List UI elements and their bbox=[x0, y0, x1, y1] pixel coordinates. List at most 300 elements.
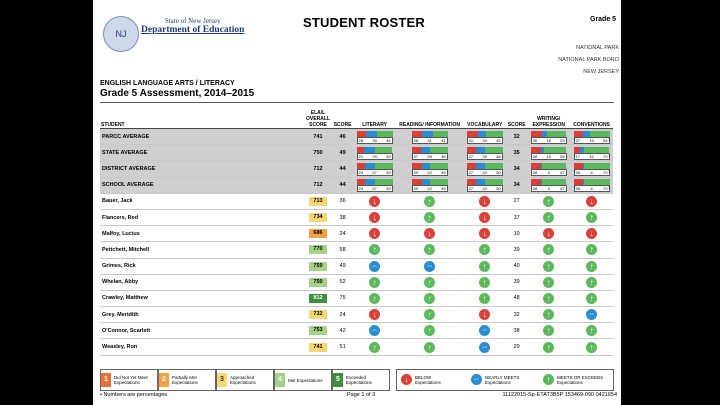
distribution-segment bbox=[476, 147, 485, 153]
distribution-value: 10 bbox=[546, 153, 551, 159]
arrow-down-icon: ↓ bbox=[369, 309, 380, 320]
distribution-value: 21 bbox=[358, 153, 364, 159]
row-name bbox=[100, 177, 304, 193]
literary bbox=[353, 209, 396, 225]
distribution-value: 50 bbox=[496, 186, 501, 192]
row-name-value: DISTRICT AVERAGE bbox=[102, 165, 156, 172]
score-value: 46 bbox=[339, 133, 346, 140]
distribution-bar bbox=[467, 163, 503, 175]
score2 bbox=[506, 161, 527, 177]
overall-score bbox=[304, 177, 332, 193]
distribution-value: 70 bbox=[603, 153, 608, 159]
student-name-value: Grimes, Rick bbox=[102, 263, 136, 270]
row-name-value: STATE AVERAGE bbox=[102, 149, 148, 156]
expression bbox=[527, 242, 570, 258]
score2-value: 40 bbox=[513, 263, 520, 270]
distribution-segment bbox=[485, 179, 503, 185]
col-student: STUDENT bbox=[100, 108, 304, 129]
legend-level-label: Exceeded Expectations bbox=[346, 375, 372, 385]
distribution-bar bbox=[574, 147, 610, 159]
distribution-bar bbox=[412, 147, 448, 159]
distribution-value: 27 bbox=[468, 153, 474, 159]
legend-level-label: Approached Expectations bbox=[230, 375, 256, 385]
conventions bbox=[570, 161, 613, 177]
arrow-up-icon: ↑ bbox=[586, 244, 597, 255]
distribution-bar bbox=[412, 163, 448, 175]
arrow-up-icon: ↑ bbox=[424, 212, 435, 223]
conventions bbox=[570, 209, 613, 225]
literary bbox=[353, 242, 396, 258]
near-icon: ⇔ bbox=[588, 311, 596, 319]
score2-value: 39 bbox=[513, 279, 520, 286]
information bbox=[396, 242, 463, 258]
overall-score bbox=[304, 307, 332, 323]
arrow-up-icon: ↑ bbox=[543, 309, 554, 320]
score bbox=[332, 145, 353, 161]
distribution-segment bbox=[467, 163, 477, 169]
literary bbox=[353, 339, 396, 355]
information bbox=[396, 307, 463, 323]
arrow-up-icon: ↑ bbox=[543, 342, 554, 353]
expression bbox=[527, 290, 570, 306]
distribution-value: 27 bbox=[372, 186, 377, 192]
score bbox=[332, 258, 353, 274]
distribution-segment bbox=[476, 163, 484, 169]
distribution-segment bbox=[430, 179, 448, 185]
distribution-value: 67 bbox=[560, 186, 565, 192]
arrow-up-icon: ↑ bbox=[424, 196, 435, 207]
score-value: 38 bbox=[339, 214, 346, 221]
distribution-value: 45 bbox=[496, 137, 501, 143]
literary bbox=[353, 161, 396, 177]
student-name-value: Flancers, Red bbox=[102, 214, 139, 221]
table-row bbox=[100, 290, 613, 306]
score2-value: 38 bbox=[513, 327, 520, 334]
literary bbox=[353, 307, 396, 323]
distribution-segment bbox=[377, 131, 393, 137]
score2 bbox=[506, 274, 527, 290]
distribution-segment bbox=[365, 179, 375, 185]
table-row bbox=[100, 226, 613, 242]
arrow-down-icon: ↓ bbox=[479, 196, 490, 207]
assessment-heading: Grade 5 Assessment, 2014–2015 bbox=[100, 88, 255, 99]
arrow-down-icon: ↓ bbox=[479, 309, 490, 320]
conventions bbox=[570, 307, 613, 323]
score2 bbox=[506, 290, 527, 306]
distribution-value: 19 bbox=[589, 137, 594, 143]
subject-heading: ENGLISH LANGUAGE ARTS / LITERACY bbox=[100, 80, 235, 87]
state-name: NEW JERSEY bbox=[583, 69, 619, 75]
score-value: 52 bbox=[339, 279, 346, 286]
distribution-segment bbox=[364, 147, 374, 153]
legend-level-number: 2 bbox=[159, 373, 169, 387]
score2 bbox=[506, 339, 527, 355]
distribution-bar bbox=[531, 179, 567, 191]
arrow-up-icon: ↑ bbox=[424, 244, 435, 255]
table-row bbox=[100, 339, 613, 355]
arrow-up-icon: ↑ bbox=[543, 196, 554, 207]
distribution-segment bbox=[485, 147, 502, 153]
distribution-segment bbox=[357, 131, 366, 137]
information bbox=[396, 290, 463, 306]
distribution-value: 59 bbox=[560, 153, 565, 159]
col-score: SCORE bbox=[332, 108, 353, 129]
distribution-segment bbox=[584, 163, 609, 169]
table-row bbox=[100, 209, 613, 225]
row-name bbox=[100, 145, 304, 161]
student-name bbox=[100, 307, 304, 323]
arrow-up-icon: ↑ bbox=[479, 277, 490, 288]
expression bbox=[527, 226, 570, 242]
distribution-bar bbox=[574, 131, 610, 143]
conventions bbox=[570, 274, 613, 290]
distribution-value: 31 bbox=[427, 137, 432, 143]
distribution-bar bbox=[467, 147, 503, 159]
average-row bbox=[100, 161, 613, 177]
distribution-value: 29 bbox=[372, 153, 377, 159]
distribution-value: 27 bbox=[468, 186, 474, 192]
distribution-segment bbox=[412, 131, 422, 137]
score2 bbox=[506, 129, 527, 145]
overall-score-value: 712 bbox=[313, 165, 323, 172]
distribution-segment bbox=[531, 131, 542, 137]
arrow-up-icon: ↑ bbox=[369, 244, 380, 255]
arrow-down-icon: ↓ bbox=[543, 228, 554, 239]
legend-below bbox=[401, 374, 455, 385]
table-row bbox=[100, 274, 613, 290]
distribution-value: 23 bbox=[482, 186, 487, 192]
conventions bbox=[570, 323, 613, 339]
arrow-up-icon: ↑ bbox=[543, 244, 554, 255]
expression bbox=[527, 177, 570, 193]
literary bbox=[353, 323, 396, 339]
vocabulary bbox=[463, 339, 506, 355]
information bbox=[396, 209, 463, 225]
legend-level-number: 3 bbox=[217, 373, 227, 387]
vocabulary bbox=[463, 161, 506, 177]
student-name bbox=[100, 274, 304, 290]
distribution-value: 4 bbox=[590, 186, 593, 192]
distribution-value: 28 bbox=[413, 137, 419, 143]
legend-near bbox=[471, 374, 533, 385]
distribution-value: 4 bbox=[590, 169, 593, 175]
literary bbox=[353, 258, 396, 274]
table-row bbox=[100, 307, 613, 323]
level-legend bbox=[100, 369, 390, 389]
distribution-value: 4 bbox=[547, 169, 550, 175]
score2 bbox=[506, 258, 527, 274]
overall-score bbox=[304, 274, 332, 290]
col-literary: LITERARY bbox=[353, 108, 396, 129]
overall-score-badge: 812 bbox=[309, 294, 327, 303]
score bbox=[332, 274, 353, 290]
distribution-value: 41 bbox=[441, 137, 446, 143]
score bbox=[332, 242, 353, 258]
student-name bbox=[100, 290, 304, 306]
arrow-down-icon: ↓ bbox=[586, 196, 597, 207]
distribution-value: 28 bbox=[532, 153, 538, 159]
distribution-value: 16 bbox=[546, 137, 551, 143]
distribution-bar bbox=[467, 131, 503, 143]
arrow-down-icon: ↓ bbox=[479, 228, 490, 239]
student-name-value: Pettchett, Mitchell bbox=[102, 246, 150, 253]
distribution-bar bbox=[357, 147, 393, 159]
district-name: NATIONAL PARK bbox=[576, 45, 619, 51]
distribution-value: 53 bbox=[560, 137, 565, 143]
distribution-segment bbox=[430, 147, 447, 153]
score2-value: 34 bbox=[513, 182, 520, 189]
col-expression bbox=[527, 108, 570, 129]
near-icon: ⇔ bbox=[481, 327, 489, 335]
information bbox=[396, 145, 463, 161]
distribution-segment bbox=[366, 131, 377, 137]
distribution-value: 48 bbox=[441, 153, 446, 159]
arrow-up-icon: ↑ bbox=[543, 325, 554, 336]
arrow-down-icon: ↓ bbox=[369, 212, 380, 223]
arrow-up-icon: ↑ bbox=[586, 293, 597, 304]
overall-score-value: 712 bbox=[313, 182, 323, 189]
distribution-segment bbox=[357, 147, 365, 153]
distribution-value: 25 bbox=[482, 153, 487, 159]
row-name bbox=[100, 129, 304, 145]
vocabulary bbox=[463, 193, 506, 209]
distribution-value: 49 bbox=[441, 169, 446, 175]
col-vocabulary: VOCABULARY bbox=[463, 108, 506, 129]
row-name bbox=[100, 161, 304, 177]
distribution-value: 70 bbox=[603, 169, 608, 175]
expression-label: EXPRESSION bbox=[532, 122, 565, 128]
information bbox=[396, 339, 463, 355]
arrow-up-icon: ↑ bbox=[543, 277, 554, 288]
distribution-value: 29 bbox=[413, 169, 419, 175]
arrow-up-icon: ↑ bbox=[479, 244, 490, 255]
score bbox=[332, 129, 353, 145]
distribution-segment bbox=[542, 179, 566, 185]
score bbox=[332, 226, 353, 242]
distribution-segment bbox=[547, 131, 566, 137]
nj-seal-icon: NJ bbox=[103, 16, 139, 52]
distribution-segment bbox=[467, 131, 478, 137]
information bbox=[396, 129, 463, 145]
overall-score bbox=[304, 226, 332, 242]
distribution-value: 4 bbox=[547, 186, 550, 192]
overall-score-badge: 750 bbox=[309, 278, 327, 287]
distribution-value: 27 bbox=[575, 137, 581, 143]
information bbox=[396, 193, 463, 209]
arrow-up-icon: ↑ bbox=[424, 325, 435, 336]
arrow-up-icon: ↑ bbox=[586, 325, 597, 336]
student-name bbox=[100, 258, 304, 274]
distribution-bar bbox=[357, 163, 393, 175]
distribution-segment bbox=[590, 131, 609, 137]
literary bbox=[353, 129, 396, 145]
overall-score-value: 741 bbox=[313, 133, 323, 140]
table-row bbox=[100, 242, 613, 258]
average-row bbox=[100, 145, 613, 161]
table-header-row bbox=[100, 108, 613, 129]
score bbox=[332, 339, 353, 355]
distribution-segment bbox=[357, 163, 366, 169]
distribution-segment bbox=[421, 147, 430, 153]
conventions bbox=[570, 145, 613, 161]
score-value: 44 bbox=[339, 165, 346, 172]
student-name bbox=[100, 339, 304, 355]
distribution-segment bbox=[430, 163, 448, 169]
legend-level-label: Did Not Yet Meet Expectations bbox=[114, 375, 148, 385]
distribution-segment bbox=[583, 131, 590, 137]
expression bbox=[527, 274, 570, 290]
arrow-up-icon: ↑ bbox=[424, 309, 435, 320]
score2 bbox=[506, 209, 527, 225]
conventions bbox=[570, 226, 613, 242]
legend-meets bbox=[543, 374, 611, 385]
distribution-bar bbox=[531, 131, 567, 143]
legend-level-1 bbox=[100, 369, 158, 391]
arrow-down-icon: ↓ bbox=[401, 374, 412, 385]
distribution-segment bbox=[422, 163, 430, 169]
overall-score bbox=[304, 339, 332, 355]
score-value: 58 bbox=[339, 246, 346, 253]
col-overall: ELA/L OVERALL SCORE bbox=[304, 108, 332, 129]
arrow-up-icon: ↑ bbox=[424, 293, 435, 304]
vocabulary bbox=[463, 290, 506, 306]
distribution-segment bbox=[584, 147, 609, 153]
distribution-bar bbox=[467, 179, 503, 191]
overall-score-badge: 732 bbox=[309, 310, 327, 319]
legend-level-number: 5 bbox=[333, 373, 343, 387]
table-row bbox=[100, 323, 613, 339]
score2-value: 39 bbox=[513, 246, 520, 253]
distribution-segment bbox=[476, 179, 484, 185]
student-name-value: Grey, Meridith bbox=[102, 311, 139, 318]
near-icon: ⇔ bbox=[371, 262, 379, 270]
score bbox=[332, 290, 353, 306]
arrow-up-icon: ↑ bbox=[424, 277, 435, 288]
score2 bbox=[506, 193, 527, 209]
conventions bbox=[570, 129, 613, 145]
roster-table bbox=[100, 108, 613, 356]
distribution-segment bbox=[542, 163, 566, 169]
distribution-segment bbox=[357, 179, 366, 185]
distribution-value: 24 bbox=[358, 169, 364, 175]
arrow-up-icon: ↑ bbox=[586, 261, 597, 272]
score bbox=[332, 177, 353, 193]
header-divider bbox=[100, 102, 614, 103]
distribution-value: 54 bbox=[603, 137, 608, 143]
expression bbox=[527, 161, 570, 177]
score bbox=[332, 193, 353, 209]
distribution-segment bbox=[531, 147, 541, 153]
overall-score bbox=[304, 145, 332, 161]
conventions bbox=[570, 339, 613, 355]
near-icon: ⇔ bbox=[426, 262, 434, 270]
score2 bbox=[506, 307, 527, 323]
arrow-down-icon: ↓ bbox=[424, 228, 435, 239]
vocabulary bbox=[463, 274, 506, 290]
legend-level-label: Met Expectations bbox=[288, 377, 323, 383]
distribution-value: 17 bbox=[575, 153, 581, 159]
table-row bbox=[100, 258, 613, 274]
legend-level-5 bbox=[332, 369, 390, 391]
distribution-segment bbox=[375, 179, 393, 185]
overall-score bbox=[304, 258, 332, 274]
student-name-value: Whelan, Abby bbox=[102, 279, 139, 286]
legend-level-2 bbox=[158, 369, 216, 391]
distribution-value: 49 bbox=[386, 169, 391, 175]
distribution-value: 22 bbox=[427, 169, 432, 175]
arrow-up-icon: ↑ bbox=[543, 374, 554, 385]
student-name-value: Malfoy, Lucius bbox=[102, 230, 140, 237]
score-value: 44 bbox=[339, 182, 346, 189]
distribution-value: 48 bbox=[496, 153, 501, 159]
score2-value: 35 bbox=[513, 149, 520, 156]
distribution-bar bbox=[412, 131, 448, 143]
distribution-bar bbox=[574, 163, 610, 175]
distribution-segment bbox=[467, 147, 477, 153]
legend-level-number: 1 bbox=[101, 373, 111, 387]
score-value: 75 bbox=[339, 295, 346, 302]
location-block bbox=[558, 42, 619, 78]
distribution-segment bbox=[422, 179, 430, 185]
average-row bbox=[100, 129, 613, 145]
score2 bbox=[506, 242, 527, 258]
distribution-value: 27 bbox=[372, 169, 377, 175]
vocabulary bbox=[463, 209, 506, 225]
score bbox=[332, 161, 353, 177]
overall-score bbox=[304, 129, 332, 145]
arrow-up-icon: ↑ bbox=[543, 293, 554, 304]
score bbox=[332, 323, 353, 339]
distribution-value: 49 bbox=[386, 153, 391, 159]
arrow-up-icon: ↑ bbox=[586, 342, 597, 353]
expression bbox=[527, 129, 570, 145]
score-value: 24 bbox=[339, 311, 346, 318]
score bbox=[332, 209, 353, 225]
distribution-segment bbox=[531, 163, 541, 169]
distribution-value: 23 bbox=[482, 169, 487, 175]
distribution-value: 12 bbox=[589, 153, 594, 159]
score2 bbox=[506, 177, 527, 193]
score-value: 49 bbox=[339, 149, 346, 156]
col-score2: SCORE bbox=[506, 108, 527, 129]
expression bbox=[527, 209, 570, 225]
distribution-bar bbox=[531, 147, 567, 159]
indicator-legend bbox=[396, 369, 614, 391]
conventions bbox=[570, 177, 613, 193]
overall-score-badge: 741 bbox=[309, 343, 327, 352]
distribution-bar bbox=[574, 179, 610, 191]
student-name bbox=[100, 226, 304, 242]
distribution-value: 28 bbox=[532, 186, 538, 192]
score-value: 42 bbox=[339, 327, 346, 334]
distribution-value: 22 bbox=[427, 186, 432, 192]
state-line1: State of New Jersey bbox=[164, 17, 221, 25]
near-icon: ⇔ bbox=[371, 327, 379, 335]
literary bbox=[353, 145, 396, 161]
arrow-down-icon: ↓ bbox=[479, 212, 490, 223]
student-name-value: Weasley, Ron bbox=[102, 344, 138, 351]
student-name-value: O'Connor, Scarlett bbox=[102, 327, 151, 334]
distribution-segment bbox=[574, 131, 584, 137]
arrow-down-icon: ↓ bbox=[369, 196, 380, 207]
report-code: 11122015-Sp-ETAT3B5P 153469-090 0421654 bbox=[502, 392, 617, 398]
score2-value: 32 bbox=[513, 133, 520, 140]
grade-label: Grade 5 bbox=[590, 16, 617, 23]
distribution-segment bbox=[574, 163, 583, 169]
distribution-value: 26 bbox=[575, 169, 581, 175]
student-name bbox=[100, 209, 304, 225]
distribution-segment bbox=[486, 131, 502, 137]
